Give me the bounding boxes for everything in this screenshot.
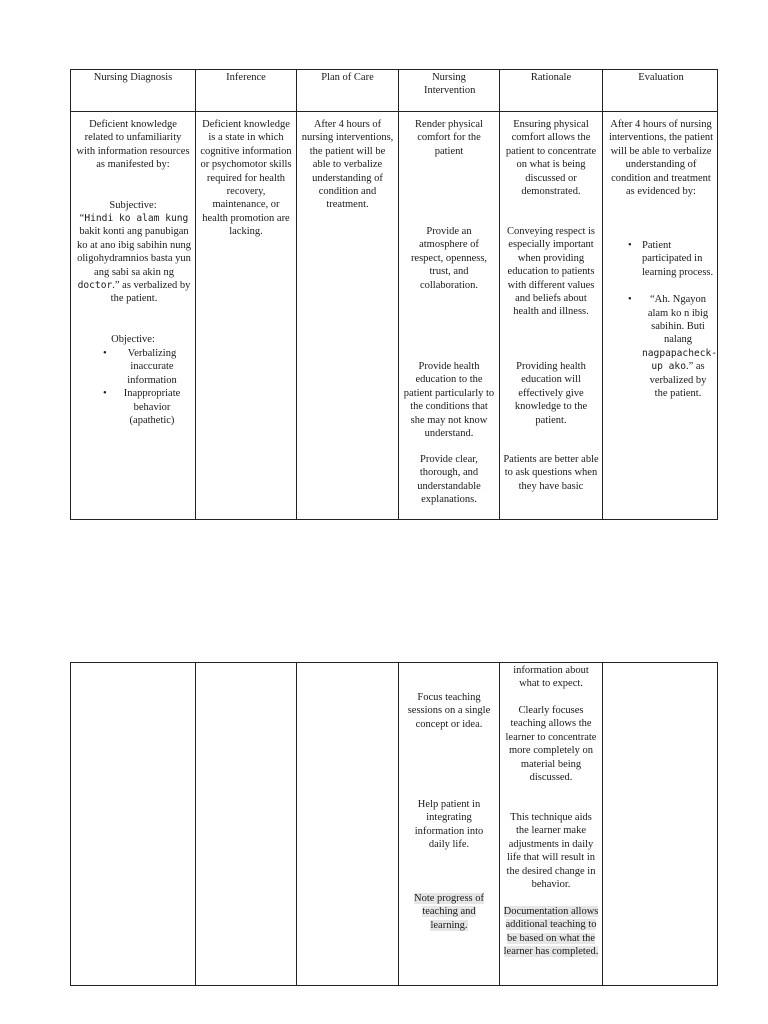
intervention-item (408, 892, 490, 932)
evaluation-statement: After 4 hours of nursing interventions, the patient will be able to verbalize understanding of condition and treatment as evidenced by: (608, 119, 714, 198)
evaluation-quote-start: “Ah. Ngayon alam ko n ibig sabihin. Buti nalang (647, 294, 709, 346)
objective-item: • Inappropriate behavior (apathetic) (117, 387, 187, 427)
subjective-cue (75, 212, 193, 306)
rationale-item: Providing health education will effectively give knowledge to the patient. (514, 361, 588, 426)
rationale-item: information about what to expect. (513, 665, 589, 690)
rationale-item: Conveying respect is especially important when providing education to patients with different values and beliefs about health and illness. (506, 226, 596, 318)
rationale-item: Clearly focuses teaching allows the learner to concentrate more completely on material being discussed. (505, 705, 597, 784)
plan-of-care-text: After 4 hours of nursing interventions, the patient will be able to verbalize understanding of condition and treatment. (301, 119, 394, 211)
evaluation-item (642, 293, 718, 400)
subjective-open-quote: “ (79, 213, 85, 224)
rationale-item: Ensuring physical comfort allows the patient to concentrate on what is being discussed or demonstrated. (505, 119, 597, 198)
inference-text: Deficient knowledge is a state in which cognitive information or psychomotor skills required for health recovery, maintenance, or health promotion are lacking. (200, 119, 292, 238)
subjective-suffix: .” as verbalized by the patient. (110, 280, 191, 305)
objective-list (117, 347, 187, 427)
intervention-item: Help patient in integrating information into daily life. (414, 799, 484, 851)
evaluation-quote-end: .” as verbalized by the patient. (649, 361, 707, 400)
diagnosis-statement: Deficient knowledge related to unfamiliarity with information resources as manifested by: (76, 119, 190, 171)
evaluation-list (642, 239, 718, 400)
intervention-item: Provide health education to the patient particularly to the conditions that she may not know understand. (403, 361, 495, 440)
header-rationale: Rationale (530, 72, 572, 83)
intervention-highlighted-text: Note progress of teaching and learning. (414, 893, 484, 931)
intervention-item: Provide clear, thorough, and understandable explanations. (417, 454, 481, 506)
header-nursing-diagnosis: Nursing Diagnosis (93, 72, 173, 83)
rationale-item: Patients are better able to ask questions when they have basic (503, 454, 599, 492)
subjective-quote-start: Hindi ko alam kung (84, 213, 189, 224)
header-inference: Inference (226, 72, 266, 83)
intervention-item: Focus teaching sessions on a single concept or idea. (407, 692, 491, 730)
objective-label: Objective: (111, 334, 155, 345)
rationale-item: This technique aids the learner make adjustments in daily life that will result in the desired change in behavior. (506, 812, 596, 891)
header-plan-of-care: Plan of Care (321, 72, 374, 83)
objective-item: • Verbalizing inaccurate information (117, 347, 187, 387)
subjective-quote-end: doctor (77, 280, 113, 292)
subjective-label: Subjective: (109, 200, 157, 211)
rationale-highlighted-text: Documentation allows additional teaching to be based on what the learner has completed. (503, 906, 599, 958)
rationale-item (503, 905, 599, 959)
intervention-item: Render physical comfort for the patient (415, 119, 483, 157)
header-nursing-intervention: Nursing Intervention (424, 72, 476, 97)
intervention-item: Provide an atmosphere of respect, openness, trust, and collaboration. (410, 226, 488, 291)
evaluation-quote-middle: nagpapacheck-up ako (642, 347, 718, 373)
care-plan-table-page2 (70, 662, 718, 986)
evaluation-item: • Patient participated in learning process. (642, 239, 714, 279)
care-plan-table-page1 (70, 69, 718, 520)
header-evaluation: Evaluation (638, 72, 684, 83)
subjective-quote-middle: bakit konti ang panubigan ko at ano ibig sabihin nung oligohydramnios basta yun ang sabi sa akin ng (76, 226, 192, 278)
